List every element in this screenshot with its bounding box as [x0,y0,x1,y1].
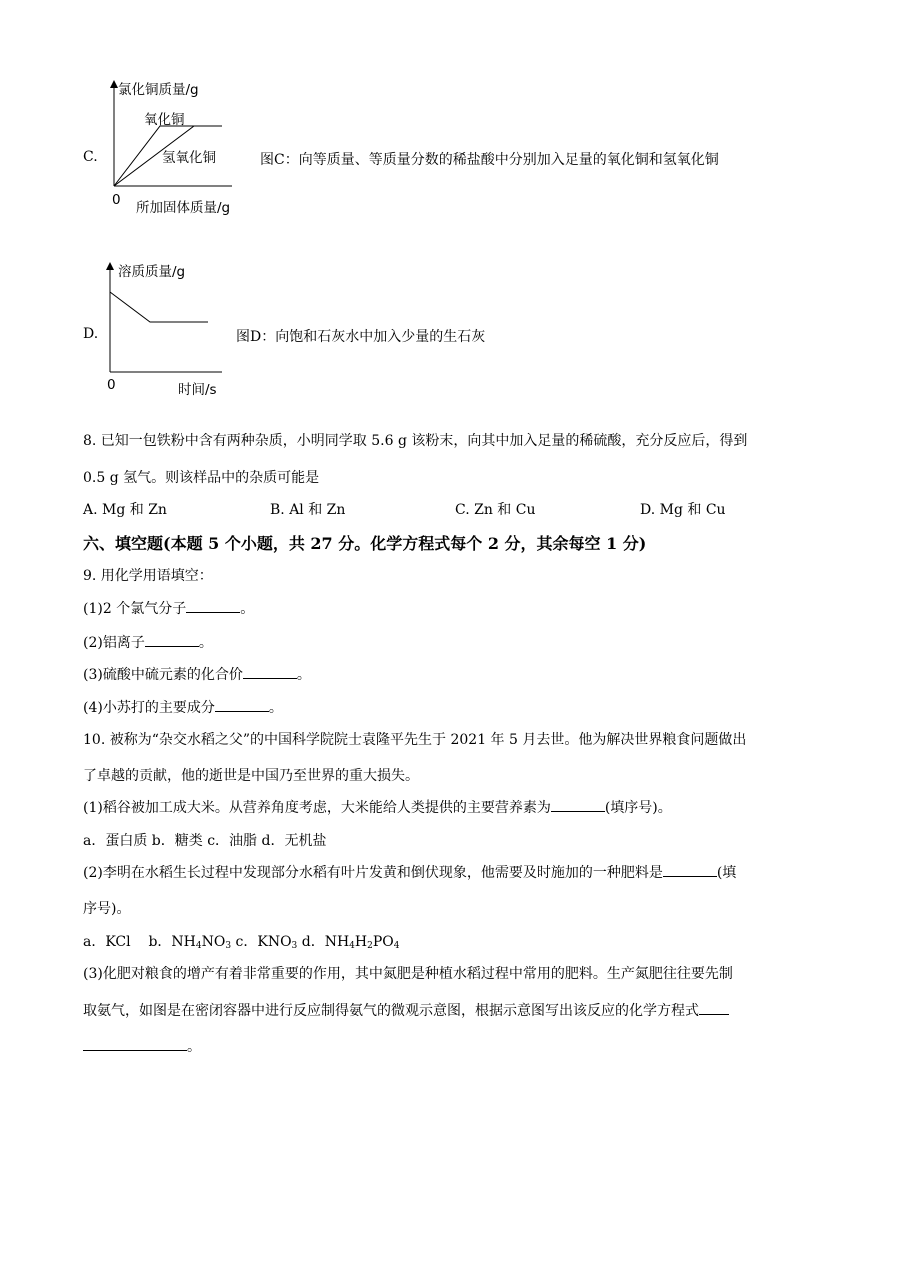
x-axis-label: 所加固体质量/g [136,200,231,216]
subscript: 4 [349,941,355,951]
part-end: 。 [187,1039,201,1055]
question-10-stem-line2: 了卓越的贡献，他的逝世是中国乃至世界的重大损失。 [83,768,419,784]
question-8-option-b: B. Al 和 Zn [270,502,346,518]
subscript: 3 [291,941,298,951]
question-8-option-d: D. Mg 和 Cu [640,502,726,518]
item-text: (1)2 个氯气分子 [83,601,187,617]
item-text: (3)硫酸中硫元素的化合价 [83,667,243,683]
option-b [148,934,231,950]
option-b-text: NO [201,934,226,950]
option-a: a．KCl [83,934,131,950]
option-letter-c: C. [83,149,98,165]
question-8-stem-line2: 0.5 g 氢气。则该样品中的杂质可能是 [83,470,320,486]
figure-c-graph [100,76,360,216]
answer-blank[interactable] [243,664,297,679]
series-label-copper-oxide: 氧化铜 [144,112,185,128]
figure-c-caption: 图C：向等质量、等质量分数的稀盐酸中分别加入足量的氧化铜和氢氧化铜 [260,152,719,168]
question-10-part-3-line2 [83,1000,729,1020]
origin-label: 0 [107,377,116,393]
option-d-text: d．NH [301,934,350,950]
part-text: 取氨气，如图是在密闭容器中进行反应制得氨气的微观示意图，根据示意图写出该反应的化学方程式 [83,1003,699,1019]
question-9-item-3 [83,664,311,684]
question-8-stem-line1: 8. 已知一包铁粉中含有两种杂质，小明同学取 5.6 g 该粉末，向其中加入足量的稀硫酸，充分反应后，得到 [83,433,748,449]
question-8-option-a: A. Mg 和 Zn [83,502,167,518]
x-axis-label: 时间/s [178,382,217,398]
origin-label: 0 [112,192,121,208]
item-end: 。 [296,667,311,683]
question-10-part-1-options: a．蛋白质 b．糖类 c．油脂 d．无机盐 [83,833,327,849]
answer-blank[interactable] [186,598,240,613]
option-c-text: c．KNO [235,934,292,950]
item-end: 。 [240,601,255,617]
subscript: 4 [393,941,400,951]
subscript: 3 [225,941,232,951]
subscript: 2 [367,941,373,951]
y-axis-label: 溶质质量/g [118,264,186,280]
answer-blank[interactable] [663,862,717,877]
section-heading: 六、填空题(本题 5 个小题，共 27 分。化学方程式每个 2 分，其余每空 1 分) [83,534,647,553]
option-d-text: PO [372,934,394,950]
question-8-option-c: C. Zn 和 Cu [455,502,536,518]
subscript: 4 [195,941,202,951]
figure-d-caption: 图D：向饱和石灰水中加入少量的生石灰 [236,329,486,345]
option-b-text: b．NH [148,934,196,950]
question-10-part-2-options [83,931,399,951]
part-end: (填序号)。 [604,800,672,816]
y-axis-label: 氯化铜质量/g [118,82,199,98]
question-10-part-2 [83,862,736,882]
option-d [302,934,400,950]
series-line-solute-mass [110,292,208,322]
question-10-part-1 [83,797,672,817]
item-end: 。 [268,700,283,716]
question-10-stem-line1: 10. 被称为“杂交水稻之父”的中国科学院院士袁隆平先生于 2021 年 5 月去世。他为解决世界粮食问题做出 [83,732,747,748]
option-letter-d: D. [83,326,99,342]
item-text: (4)小苏打的主要成分 [83,700,215,716]
question-9-item-1 [83,598,254,618]
answer-blank[interactable] [699,1000,729,1015]
item-text: (2)铝离子 [83,635,145,651]
answer-blank[interactable] [145,632,199,647]
question-9-stem: 9. 用化学用语填空： [83,568,213,584]
option-d-text: H [354,934,368,950]
option-c [236,934,298,950]
question-9-item-2 [83,632,213,652]
question-10-part-3-line1: (3)化肥对粮食的增产有着非常重要的作用，其中氮肥是种植水稻过程中常用的肥料。生产氮肥往往要先制 [83,966,733,982]
item-end: 。 [198,635,213,651]
question-10-part-2-line2: 序号)。 [83,901,131,917]
answer-blank[interactable] [551,797,605,812]
part-end: (填 [716,865,737,881]
question-10-part-3-line3 [83,1036,201,1056]
series-label-copper-hydroxide: 氢氧化铜 [162,150,216,166]
answer-blank-continued[interactable] [83,1036,187,1051]
part-text: (2)李明在水稻生长过程中发现部分水稻有叶片发黄和倒伏现象，他需要及时施加的一种肥料是 [83,865,663,881]
answer-blank[interactable] [215,697,269,712]
question-9-item-4 [83,697,283,717]
part-text: (1)稻谷被加工成大米。从营养角度考虑，大米能给人类提供的主要营养素为 [83,800,551,816]
